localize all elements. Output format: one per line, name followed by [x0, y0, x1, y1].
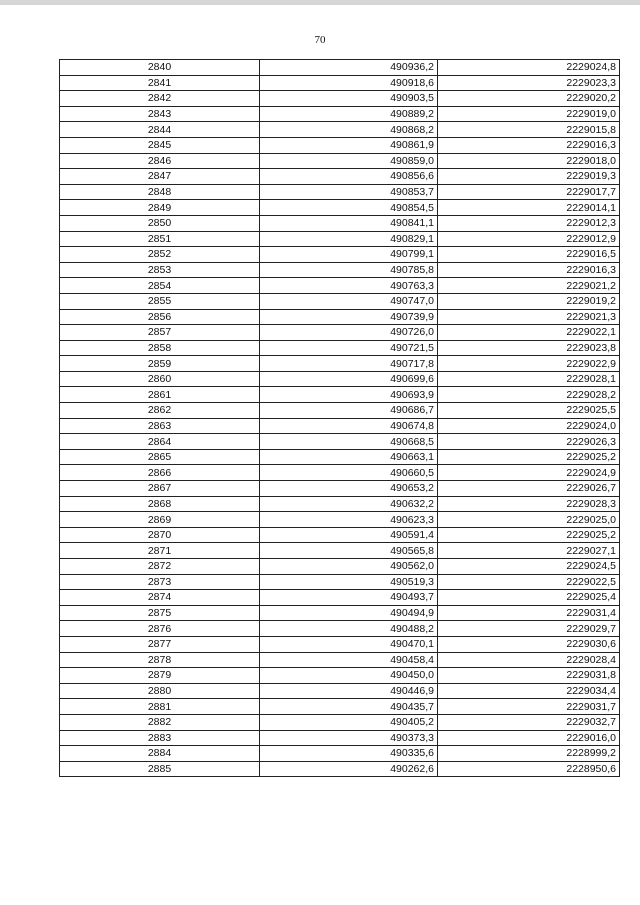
y-coordinate-cell: 2229024,8 — [438, 60, 620, 76]
y-coordinate-cell: 2229031,4 — [438, 605, 620, 621]
point-number-cell: 2874 — [60, 590, 260, 606]
point-number-cell: 2878 — [60, 652, 260, 668]
table-row — [60, 200, 620, 216]
table-row — [60, 559, 620, 575]
x-coordinate-cell: 490262,6 — [260, 761, 438, 777]
x-coordinate-cell: 490856,6 — [260, 169, 438, 185]
y-coordinate-cell: 2228999,2 — [438, 746, 620, 762]
y-coordinate-cell: 2229012,3 — [438, 215, 620, 231]
x-coordinate-cell: 490458,4 — [260, 652, 438, 668]
table-row — [60, 278, 620, 294]
table-row — [60, 746, 620, 762]
table-row — [60, 340, 620, 356]
table-row — [60, 356, 620, 372]
x-coordinate-cell: 490632,2 — [260, 496, 438, 512]
coordinates-table — [59, 59, 620, 777]
y-coordinate-cell: 2229025,2 — [438, 449, 620, 465]
table-row — [60, 761, 620, 777]
x-coordinate-cell: 490936,2 — [260, 60, 438, 76]
x-coordinate-cell: 490562,0 — [260, 559, 438, 575]
table-row — [60, 293, 620, 309]
x-coordinate-cell: 490623,3 — [260, 512, 438, 528]
x-coordinate-cell: 490435,7 — [260, 699, 438, 715]
table-row — [60, 714, 620, 730]
x-coordinate-cell: 490699,6 — [260, 371, 438, 387]
point-number-cell: 2875 — [60, 605, 260, 621]
point-number-cell: 2860 — [60, 371, 260, 387]
point-number-cell: 2882 — [60, 714, 260, 730]
y-coordinate-cell: 2229025,5 — [438, 403, 620, 419]
point-number-cell: 2872 — [60, 559, 260, 575]
point-number-cell: 2849 — [60, 200, 260, 216]
point-number-cell: 2883 — [60, 730, 260, 746]
point-number-cell: 2844 — [60, 122, 260, 138]
y-coordinate-cell: 2229022,5 — [438, 574, 620, 590]
table-row — [60, 231, 620, 247]
table-row — [60, 465, 620, 481]
table-row — [60, 449, 620, 465]
page-number: 70 — [314, 34, 326, 46]
table-row — [60, 387, 620, 403]
y-coordinate-cell: 2229026,3 — [438, 434, 620, 450]
point-number-cell: 2853 — [60, 262, 260, 278]
point-number-cell: 2852 — [60, 247, 260, 263]
x-coordinate-cell: 490721,5 — [260, 340, 438, 356]
table-row — [60, 403, 620, 419]
point-number-cell: 2845 — [60, 137, 260, 153]
coordinates-table-body — [60, 60, 620, 777]
point-number-cell: 2867 — [60, 481, 260, 497]
x-coordinate-cell: 490405,2 — [260, 714, 438, 730]
x-coordinate-cell: 490829,1 — [260, 231, 438, 247]
point-number-cell: 2879 — [60, 668, 260, 684]
table-row — [60, 75, 620, 91]
table-row — [60, 91, 620, 107]
table-row — [60, 60, 620, 76]
y-coordinate-cell: 2229025,4 — [438, 590, 620, 606]
point-number-cell: 2855 — [60, 293, 260, 309]
table-row — [60, 621, 620, 637]
x-coordinate-cell: 490686,7 — [260, 403, 438, 419]
y-coordinate-cell: 2229024,0 — [438, 418, 620, 434]
point-number-cell: 2859 — [60, 356, 260, 372]
table-row — [60, 652, 620, 668]
y-coordinate-cell: 2229023,3 — [438, 75, 620, 91]
table-row — [60, 481, 620, 497]
point-number-cell: 2856 — [60, 309, 260, 325]
y-coordinate-cell: 2229021,3 — [438, 309, 620, 325]
table-row — [60, 683, 620, 699]
y-coordinate-cell: 2229023,8 — [438, 340, 620, 356]
y-coordinate-cell: 2229028,1 — [438, 371, 620, 387]
point-number-cell: 2868 — [60, 496, 260, 512]
table-row — [60, 106, 620, 122]
y-coordinate-cell: 2229014,1 — [438, 200, 620, 216]
x-coordinate-cell: 490565,8 — [260, 543, 438, 559]
y-coordinate-cell: 2229026,7 — [438, 481, 620, 497]
y-coordinate-cell: 2229019,0 — [438, 106, 620, 122]
y-coordinate-cell: 2229020,2 — [438, 91, 620, 107]
y-coordinate-cell: 2229027,1 — [438, 543, 620, 559]
x-coordinate-cell: 490853,7 — [260, 184, 438, 200]
y-coordinate-cell: 2229022,1 — [438, 325, 620, 341]
x-coordinate-cell: 490726,0 — [260, 325, 438, 341]
table-row — [60, 527, 620, 543]
table-row — [60, 730, 620, 746]
table-row — [60, 418, 620, 434]
y-coordinate-cell: 2229030,6 — [438, 636, 620, 652]
x-coordinate-cell: 490903,5 — [260, 91, 438, 107]
x-coordinate-cell: 490763,3 — [260, 278, 438, 294]
point-number-cell: 2862 — [60, 403, 260, 419]
y-coordinate-cell: 2229016,3 — [438, 262, 620, 278]
table-row — [60, 434, 620, 450]
x-coordinate-cell: 490717,8 — [260, 356, 438, 372]
y-coordinate-cell: 2229019,3 — [438, 169, 620, 185]
x-coordinate-cell: 490918,6 — [260, 75, 438, 91]
x-coordinate-cell: 490450,0 — [260, 668, 438, 684]
x-coordinate-cell: 490841,1 — [260, 215, 438, 231]
point-number-cell: 2841 — [60, 75, 260, 91]
point-number-cell: 2866 — [60, 465, 260, 481]
point-number-cell: 2881 — [60, 699, 260, 715]
x-coordinate-cell: 490785,8 — [260, 262, 438, 278]
y-coordinate-cell: 2229025,2 — [438, 527, 620, 543]
point-number-cell: 2869 — [60, 512, 260, 528]
y-coordinate-cell: 2229021,2 — [438, 278, 620, 294]
x-coordinate-cell: 490494,9 — [260, 605, 438, 621]
x-coordinate-cell: 490591,4 — [260, 527, 438, 543]
x-coordinate-cell: 490747,0 — [260, 293, 438, 309]
x-coordinate-cell: 490799,1 — [260, 247, 438, 263]
table-row — [60, 137, 620, 153]
table-row — [60, 325, 620, 341]
y-coordinate-cell: 2229016,0 — [438, 730, 620, 746]
top-edge-rule — [0, 0, 640, 5]
y-coordinate-cell: 2229034,4 — [438, 683, 620, 699]
y-coordinate-cell: 2229017,7 — [438, 184, 620, 200]
table-row — [60, 605, 620, 621]
x-coordinate-cell: 490739,9 — [260, 309, 438, 325]
x-coordinate-cell: 490446,9 — [260, 683, 438, 699]
point-number-cell: 2851 — [60, 231, 260, 247]
point-number-cell: 2848 — [60, 184, 260, 200]
x-coordinate-cell: 490861,9 — [260, 137, 438, 153]
table-row — [60, 184, 620, 200]
y-coordinate-cell: 2229018,0 — [438, 153, 620, 169]
x-coordinate-cell: 490335,6 — [260, 746, 438, 762]
point-number-cell: 2846 — [60, 153, 260, 169]
y-coordinate-cell: 2229016,3 — [438, 137, 620, 153]
point-number-cell: 2842 — [60, 91, 260, 107]
point-number-cell: 2843 — [60, 106, 260, 122]
table-row — [60, 543, 620, 559]
table-row — [60, 309, 620, 325]
table-row — [60, 215, 620, 231]
y-coordinate-cell: 2229012,9 — [438, 231, 620, 247]
point-number-cell: 2861 — [60, 387, 260, 403]
point-number-cell: 2858 — [60, 340, 260, 356]
table-row — [60, 371, 620, 387]
point-number-cell: 2870 — [60, 527, 260, 543]
y-coordinate-cell: 2228950,6 — [438, 761, 620, 777]
x-coordinate-cell: 490868,2 — [260, 122, 438, 138]
y-coordinate-cell: 2229031,8 — [438, 668, 620, 684]
y-coordinate-cell: 2229015,8 — [438, 122, 620, 138]
point-number-cell: 2877 — [60, 636, 260, 652]
table-row — [60, 574, 620, 590]
x-coordinate-cell: 490660,5 — [260, 465, 438, 481]
y-coordinate-cell: 2229028,4 — [438, 652, 620, 668]
x-coordinate-cell: 490889,2 — [260, 106, 438, 122]
x-coordinate-cell: 490470,1 — [260, 636, 438, 652]
table-row — [60, 699, 620, 715]
point-number-cell: 2884 — [60, 746, 260, 762]
y-coordinate-cell: 2229019,2 — [438, 293, 620, 309]
table-row — [60, 496, 620, 512]
table-row — [60, 512, 620, 528]
table-row — [60, 169, 620, 185]
point-number-cell: 2876 — [60, 621, 260, 637]
y-coordinate-cell: 2229031,7 — [438, 699, 620, 715]
x-coordinate-cell: 490493,7 — [260, 590, 438, 606]
x-coordinate-cell: 490859,0 — [260, 153, 438, 169]
x-coordinate-cell: 490519,3 — [260, 574, 438, 590]
y-coordinate-cell: 2229032,7 — [438, 714, 620, 730]
x-coordinate-cell: 490674,8 — [260, 418, 438, 434]
y-coordinate-cell: 2229029,7 — [438, 621, 620, 637]
y-coordinate-cell: 2229028,3 — [438, 496, 620, 512]
table-row — [60, 636, 620, 652]
point-number-cell: 2857 — [60, 325, 260, 341]
point-number-cell: 2864 — [60, 434, 260, 450]
x-coordinate-cell: 490693,9 — [260, 387, 438, 403]
table-row — [60, 590, 620, 606]
y-coordinate-cell: 2229024,9 — [438, 465, 620, 481]
x-coordinate-cell: 490373,3 — [260, 730, 438, 746]
table-row — [60, 668, 620, 684]
x-coordinate-cell: 490488,2 — [260, 621, 438, 637]
point-number-cell: 2871 — [60, 543, 260, 559]
point-number-cell: 2873 — [60, 574, 260, 590]
table-row — [60, 262, 620, 278]
point-number-cell: 2880 — [60, 683, 260, 699]
y-coordinate-cell: 2229028,2 — [438, 387, 620, 403]
x-coordinate-cell: 490663,1 — [260, 449, 438, 465]
point-number-cell: 2850 — [60, 215, 260, 231]
x-coordinate-cell: 490653,2 — [260, 481, 438, 497]
table-row — [60, 153, 620, 169]
y-coordinate-cell: 2229024,5 — [438, 559, 620, 575]
point-number-cell: 2840 — [60, 60, 260, 76]
x-coordinate-cell: 490668,5 — [260, 434, 438, 450]
table-row — [60, 247, 620, 263]
table-row — [60, 122, 620, 138]
y-coordinate-cell: 2229022,9 — [438, 356, 620, 372]
point-number-cell: 2854 — [60, 278, 260, 294]
y-coordinate-cell: 2229025,0 — [438, 512, 620, 528]
x-coordinate-cell: 490854,5 — [260, 200, 438, 216]
point-number-cell: 2885 — [60, 761, 260, 777]
point-number-cell: 2865 — [60, 449, 260, 465]
point-number-cell: 2863 — [60, 418, 260, 434]
y-coordinate-cell: 2229016,5 — [438, 247, 620, 263]
point-number-cell: 2847 — [60, 169, 260, 185]
